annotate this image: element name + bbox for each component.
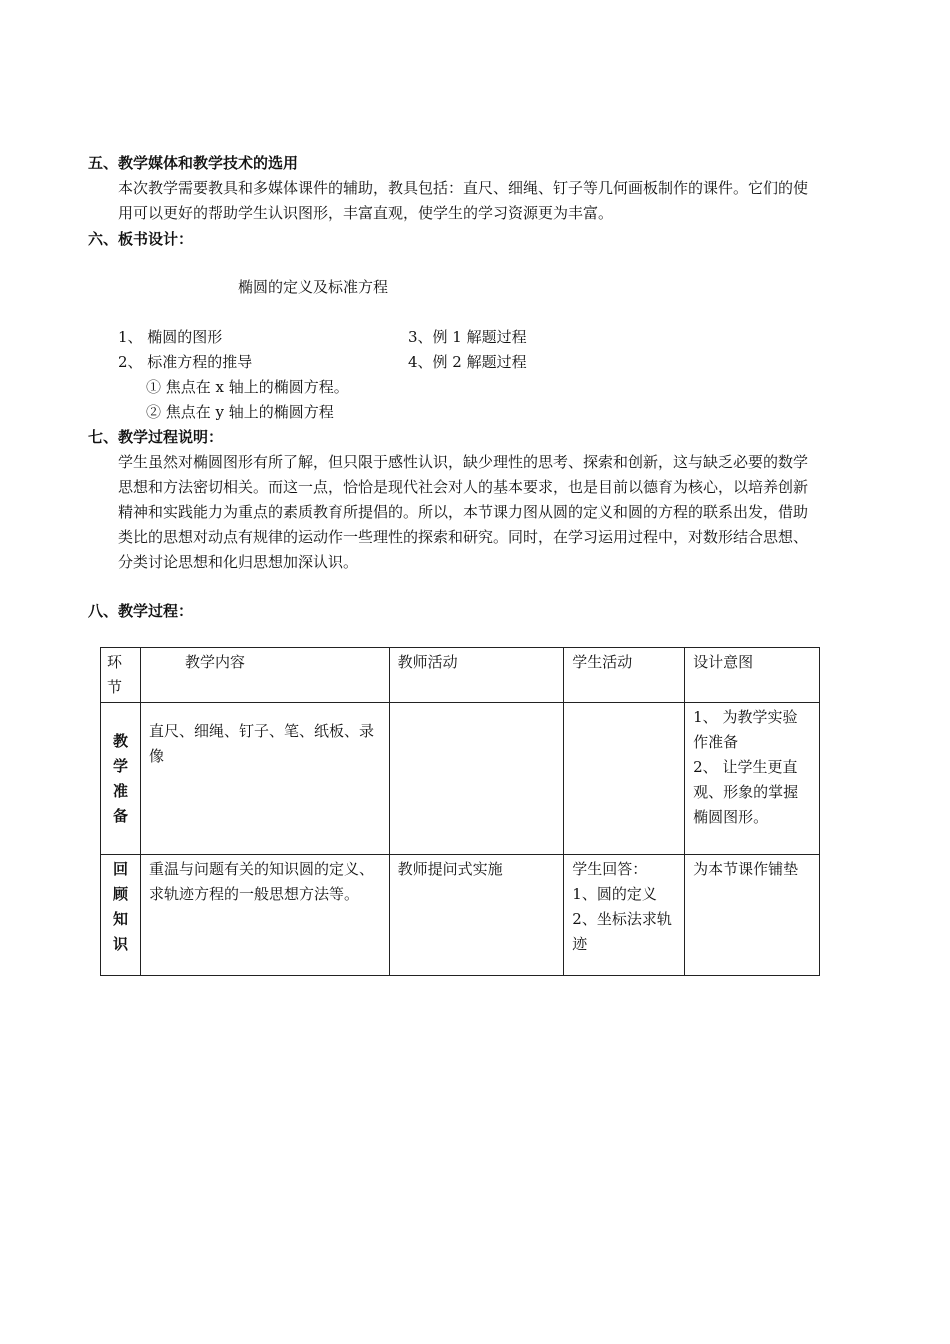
student-item: 学生回答： [572,860,648,878]
section-6-heading: 六、板书设计： [88,230,194,248]
student-cell [564,703,685,855]
header-student: 学生活动 [564,648,685,703]
stage-char: 备 [112,806,128,825]
intent-cell [685,703,820,855]
stage-cell [101,855,141,976]
stage-cell [101,703,141,855]
teacher-cell [389,703,564,855]
section-7-paragraph: 学生虽然对椭圆图形有所了解，但只限于感性认识，缺少理性的思考、探索和创新，这与缺乏必要的数学思想和方法密切相关。而这一点，恰恰是现代社会对人的基本要求，也是目前以德育为核心，以培养创新精神和实践能力为重点的素质教育所提倡的。所以，本节课力图从圆的定义和圆的方程的联系出发，借助类比的思想对动点有规律的运动作一些理性的探索和研究。同时，在学习运用过程中，对数形结合思想、分类讨论思想和化归思想加深认识。 [118,453,809,571]
intent-item: 1、 为教学实验作准备 [693,708,798,751]
stage-char: 回 [112,860,128,878]
stage-char: 顾 [112,885,128,903]
content-cell [140,703,389,855]
board-item-4: 4、例 2 解题过程 [408,353,527,371]
teaching-process-table [100,647,820,976]
stage-char: 识 [112,935,128,953]
intent-cell: 为本节课作铺垫 [685,855,820,976]
student-item: 1、圆的定义 [572,885,657,903]
board-item-2: 2、 标准方程的推导 [118,353,253,371]
board-item-1: 1、 椭圆的图形 [118,328,223,346]
header-content: 教学内容 [140,648,389,703]
section-5-paragraph: 本次教学需要教具和多媒体课件的辅助，教具包括：直尺、细绳、钉子等几何画板制作的课件。它们的使用可以更好的帮助学生认识图形，丰富直观，使学生的学习资源更为丰富。 [118,179,809,222]
stage-char: 知 [112,910,128,928]
stage-char: 学 [112,756,128,775]
teacher-cell: 教师提问式实施 [389,855,564,976]
board-subitem-1: ① 焦点在 x 轴上的椭圆方程。 [146,378,349,396]
table-header-row [101,648,820,703]
student-item: 2、坐标法求轨迹 [572,910,672,953]
intent-item: 2、 让学生更直观、形象的掌握椭圆图形。 [693,758,799,826]
student-cell [564,855,685,976]
board-item-3: 3、例 1 解题过程 [408,328,527,346]
section-5-heading: 五、教学媒体和教学技术的选用 [88,154,299,172]
section-7-heading: 七、教学过程说明： [88,428,224,446]
stage-char: 准 [112,781,128,800]
table-row [101,703,820,855]
header-teacher: 教师活动 [389,648,564,703]
section-8-heading: 八、教学过程： [88,602,194,620]
header-stage: 环节 [101,648,141,703]
header-intent: 设计意图 [685,648,820,703]
content-text: 直尺、细绳、钉子、笔、纸板、录像 [148,722,374,765]
content-cell: 重温与问题有关的知识圆的定义、求轨迹方程的一般思想方法等。 [140,855,389,976]
board-title: 椭圆的定义及标准方程 [238,278,389,296]
board-subitem-2: ② 焦点在 y 轴上的椭圆方程 [146,403,334,421]
stage-char: 教 [112,731,128,750]
table-row [101,855,820,976]
